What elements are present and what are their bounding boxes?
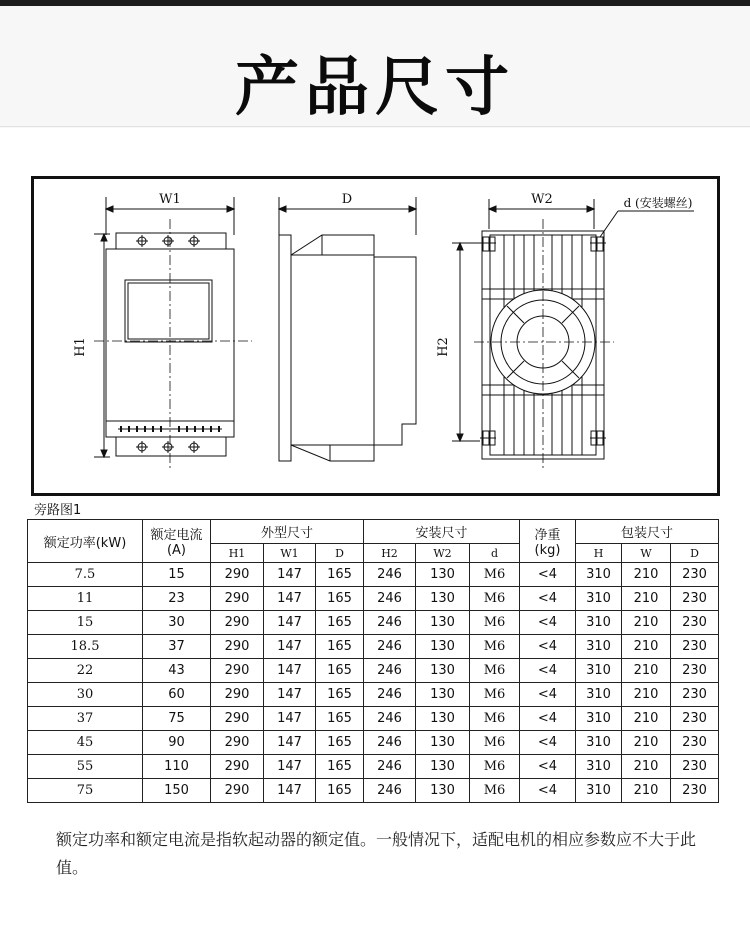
header-current-label: 额定电流	[150, 528, 203, 543]
subheader-h2: H2	[364, 544, 416, 563]
table-row	[28, 635, 719, 659]
table-row	[28, 611, 719, 635]
cell-w2: 130	[416, 755, 470, 779]
cell-pkg-h: 310	[576, 635, 622, 659]
cell-screw: M6	[470, 683, 520, 707]
cell-screw: M6	[470, 779, 520, 803]
cell-h2: 246	[364, 563, 416, 587]
cell-pkg-d: 230	[671, 731, 719, 755]
cell-current: 60	[143, 683, 211, 707]
cell-pkg-w: 210	[622, 611, 671, 635]
cell-h2: 246	[364, 659, 416, 683]
cell-w2: 130	[416, 731, 470, 755]
table-body	[28, 563, 719, 803]
cell-pkg-h: 310	[576, 611, 622, 635]
cell-w1: 147	[264, 563, 316, 587]
cell-weight: <4	[520, 611, 576, 635]
cell-h1: 290	[211, 635, 264, 659]
cell-pkg-h: 310	[576, 587, 622, 611]
cell-pkg-d: 230	[671, 611, 719, 635]
cell-pkg-d: 230	[671, 683, 719, 707]
cell-h2: 246	[364, 707, 416, 731]
cell-h2: 246	[364, 683, 416, 707]
cell-w1: 147	[264, 659, 316, 683]
cell-w2: 130	[416, 683, 470, 707]
table-row	[28, 731, 719, 755]
cell-h1: 290	[211, 587, 264, 611]
side-view	[279, 197, 416, 461]
table-row	[28, 587, 719, 611]
banner-top-line	[0, 0, 750, 6]
cell-screw: M6	[470, 755, 520, 779]
cell-pkg-w: 210	[622, 707, 671, 731]
cell-pkg-w: 210	[622, 779, 671, 803]
cell-w1: 147	[264, 707, 316, 731]
cell-w1: 147	[264, 587, 316, 611]
cell-pkg-h: 310	[576, 731, 622, 755]
cell-h1: 290	[211, 659, 264, 683]
cell-w1: 147	[264, 755, 316, 779]
cell-screw: M6	[470, 563, 520, 587]
cell-power: 75	[28, 779, 143, 803]
label-h2: H2	[436, 337, 451, 357]
cell-current: 90	[143, 731, 211, 755]
cell-pkg-h: 310	[576, 707, 622, 731]
cell-h1: 290	[211, 755, 264, 779]
cell-current: 23	[143, 587, 211, 611]
label-d: D	[341, 192, 353, 207]
cell-screw: M6	[470, 731, 520, 755]
cell-current: 110	[143, 755, 211, 779]
cell-power: 45	[28, 731, 143, 755]
header-weight-unit: (kg)	[534, 543, 561, 558]
cell-pkg-d: 230	[671, 563, 719, 587]
cell-pkg-w: 210	[622, 563, 671, 587]
cell-power: 15	[28, 611, 143, 635]
subheader-pkg-w: W	[622, 544, 671, 563]
cell-w2: 130	[416, 779, 470, 803]
cell-d: 165	[316, 707, 364, 731]
label-screw: d (安装螺丝)	[623, 196, 693, 210]
cell-power: 30	[28, 683, 143, 707]
cell-h2: 246	[364, 587, 416, 611]
cell-w2: 130	[416, 563, 470, 587]
subheader-w1: W1	[264, 544, 316, 563]
cell-w2: 130	[416, 635, 470, 659]
cell-d: 165	[316, 659, 364, 683]
cell-d: 165	[316, 587, 364, 611]
header-weight-label: 净重	[534, 528, 561, 543]
cell-h1: 290	[211, 731, 264, 755]
dimension-drawing	[31, 176, 720, 496]
dimension-drawing-svg	[34, 179, 717, 493]
cell-w1: 147	[264, 635, 316, 659]
table-header-row	[28, 520, 719, 544]
table-row	[28, 779, 719, 803]
cell-pkg-w: 210	[622, 731, 671, 755]
header-banner	[0, 0, 750, 128]
cell-w2: 130	[416, 587, 470, 611]
cell-power: 37	[28, 707, 143, 731]
cell-w1: 147	[264, 611, 316, 635]
cell-power: 7.5	[28, 563, 143, 587]
table-row	[28, 707, 719, 731]
label-w1: W1	[159, 192, 181, 207]
cell-screw: M6	[470, 611, 520, 635]
cell-pkg-h: 310	[576, 563, 622, 587]
cell-h2: 246	[364, 731, 416, 755]
cell-pkg-w: 210	[622, 683, 671, 707]
table-caption: 旁路图1	[34, 503, 82, 518]
cell-d: 165	[316, 683, 364, 707]
table-row	[28, 659, 719, 683]
cell-pkg-d: 230	[671, 707, 719, 731]
cell-weight: <4	[520, 755, 576, 779]
cell-pkg-d: 230	[671, 635, 719, 659]
cell-pkg-h: 310	[576, 683, 622, 707]
cell-d: 165	[316, 755, 364, 779]
cell-w2: 130	[416, 611, 470, 635]
cell-screw: M6	[470, 659, 520, 683]
cell-w1: 147	[264, 683, 316, 707]
cell-pkg-d: 230	[671, 587, 719, 611]
cell-h1: 290	[211, 683, 264, 707]
subheader-pkg-h: H	[576, 544, 622, 563]
page-title: 产品尺寸	[235, 50, 515, 125]
table-row	[28, 683, 719, 707]
cell-h2: 246	[364, 755, 416, 779]
cell-pkg-w: 210	[622, 635, 671, 659]
cell-d: 165	[316, 779, 364, 803]
cell-pkg-h: 310	[576, 779, 622, 803]
cell-d: 165	[316, 731, 364, 755]
cell-h2: 246	[364, 635, 416, 659]
cell-weight: <4	[520, 683, 576, 707]
cell-weight: <4	[520, 563, 576, 587]
subheader-h1: H1	[211, 544, 264, 563]
cell-weight: <4	[520, 635, 576, 659]
cell-h1: 290	[211, 779, 264, 803]
subheader-d: D	[316, 544, 364, 563]
cell-h1: 290	[211, 611, 264, 635]
cell-current: 15	[143, 563, 211, 587]
front-view	[94, 197, 252, 469]
cell-power: 22	[28, 659, 143, 683]
subheader-pkg-d: D	[671, 544, 719, 563]
cell-w1: 147	[264, 779, 316, 803]
cell-current: 43	[143, 659, 211, 683]
cell-current: 150	[143, 779, 211, 803]
cell-weight: <4	[520, 731, 576, 755]
cell-pkg-d: 230	[671, 755, 719, 779]
cell-power: 11	[28, 587, 143, 611]
table-row	[28, 755, 719, 779]
header-install: 安装尺寸	[364, 520, 520, 544]
cell-weight: <4	[520, 779, 576, 803]
cell-current: 37	[143, 635, 211, 659]
cell-pkg-w: 210	[622, 755, 671, 779]
banner-divider	[0, 126, 750, 127]
label-w2: W2	[531, 192, 553, 207]
header-current-unit: (A)	[166, 543, 187, 558]
table-row	[28, 563, 719, 587]
cell-pkg-w: 210	[622, 659, 671, 683]
back-view	[452, 199, 694, 469]
cell-w2: 130	[416, 659, 470, 683]
cell-h2: 246	[364, 779, 416, 803]
header-weight	[520, 520, 576, 563]
cell-w1: 147	[264, 731, 316, 755]
header-current	[143, 520, 211, 563]
cell-pkg-h: 310	[576, 755, 622, 779]
cell-current: 75	[143, 707, 211, 731]
cell-pkg-h: 310	[576, 659, 622, 683]
cell-pkg-d: 230	[671, 659, 719, 683]
cell-weight: <4	[520, 587, 576, 611]
header-package: 包装尺寸	[576, 520, 719, 544]
cell-d: 165	[316, 563, 364, 587]
cell-h1: 290	[211, 707, 264, 731]
cell-weight: <4	[520, 707, 576, 731]
subheader-screw: d	[470, 544, 520, 563]
cell-screw: M6	[470, 635, 520, 659]
footnote: 额定功率和额定电流是指软起动器的额定值。一般情况下，适配电机的相应参数应不大于此值。	[56, 830, 697, 877]
cell-screw: M6	[470, 587, 520, 611]
header-outer: 外型尺寸	[211, 520, 364, 544]
cell-h2: 246	[364, 611, 416, 635]
subheader-w2: W2	[416, 544, 470, 563]
cell-d: 165	[316, 635, 364, 659]
cell-weight: <4	[520, 659, 576, 683]
spec-table	[27, 519, 719, 803]
cell-power: 18.5	[28, 635, 143, 659]
label-h1: H1	[73, 337, 88, 357]
cell-pkg-w: 210	[622, 587, 671, 611]
cell-screw: M6	[470, 707, 520, 731]
cell-power: 55	[28, 755, 143, 779]
cell-d: 165	[316, 611, 364, 635]
header-power: 额定功率(kW)	[28, 520, 143, 563]
cell-pkg-d: 230	[671, 779, 719, 803]
cell-h1: 290	[211, 563, 264, 587]
cell-w2: 130	[416, 707, 470, 731]
cell-current: 30	[143, 611, 211, 635]
